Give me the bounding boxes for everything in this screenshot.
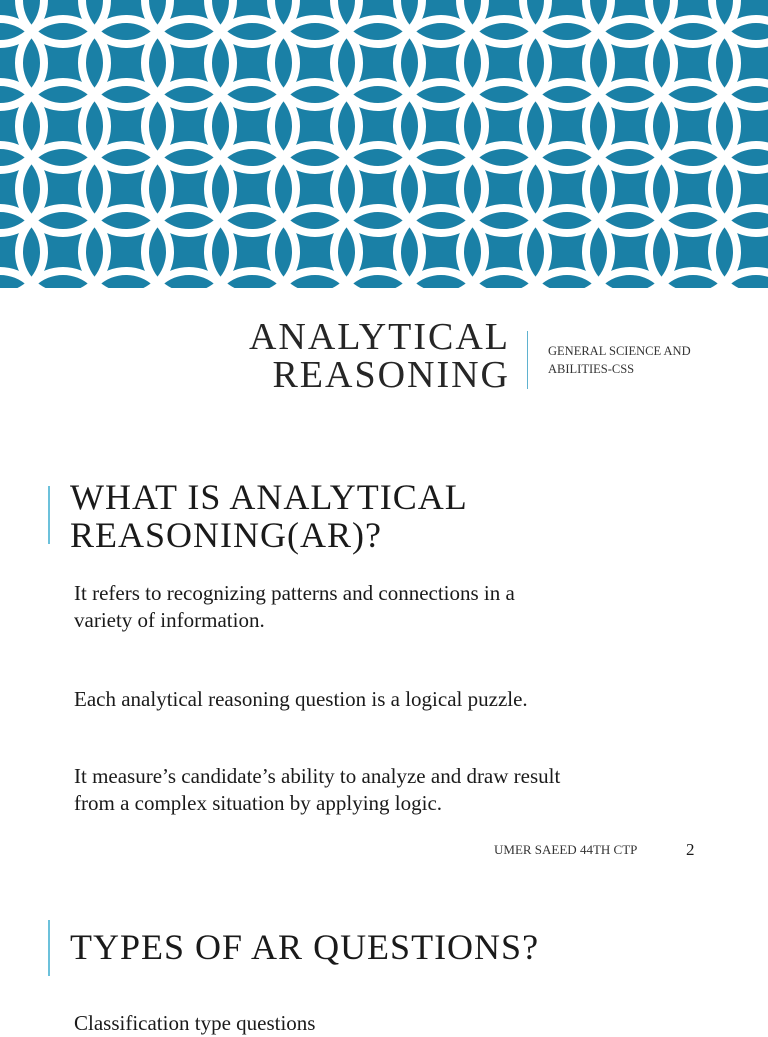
slide-footer-author: UMER SAEED 44TH CTP	[494, 842, 638, 857]
paragraph-line: Each analytical reasoning question is a logical puzzle.	[74, 687, 528, 711]
slide-subtitle	[548, 342, 758, 378]
slide-title	[249, 318, 510, 394]
paragraph-line: It refers to recognizing patterns and connections in a	[74, 581, 515, 605]
title-line-1: ANALYTICAL	[248, 316, 510, 358]
heading-accent-bar	[48, 486, 50, 544]
list-item-classification: Classification type questions	[74, 1011, 316, 1035]
subtitle-line-2: ABILITIES-CSS	[548, 362, 635, 376]
paragraph-line: from a complex situation by applying logic.	[74, 791, 443, 815]
slide-page-number: 2	[686, 840, 695, 859]
title-divider	[527, 331, 528, 389]
interlocking-circles-pattern	[0, 0, 768, 288]
heading-accent-bar	[48, 920, 50, 976]
slide2-heading	[70, 478, 468, 554]
slide3-heading: TYPES OF AR QUESTIONS?	[70, 927, 540, 967]
slide-banner-pattern	[0, 0, 768, 288]
heading-line-1: WHAT IS ANALYTICAL	[70, 477, 468, 517]
title-line-2: REASONING	[272, 354, 510, 396]
paragraph-line: It measure’s candidate’s ability to analyze and draw result	[74, 764, 561, 788]
heading-line-2: REASONING(AR)?	[70, 515, 382, 555]
paragraph-ability	[74, 763, 664, 817]
paragraph-logical-puzzle	[74, 686, 664, 713]
paragraph-line: variety of information.	[74, 608, 265, 632]
paragraph-definition	[74, 580, 664, 634]
subtitle-line-1: GENERAL SCIENCE AND	[548, 344, 691, 358]
